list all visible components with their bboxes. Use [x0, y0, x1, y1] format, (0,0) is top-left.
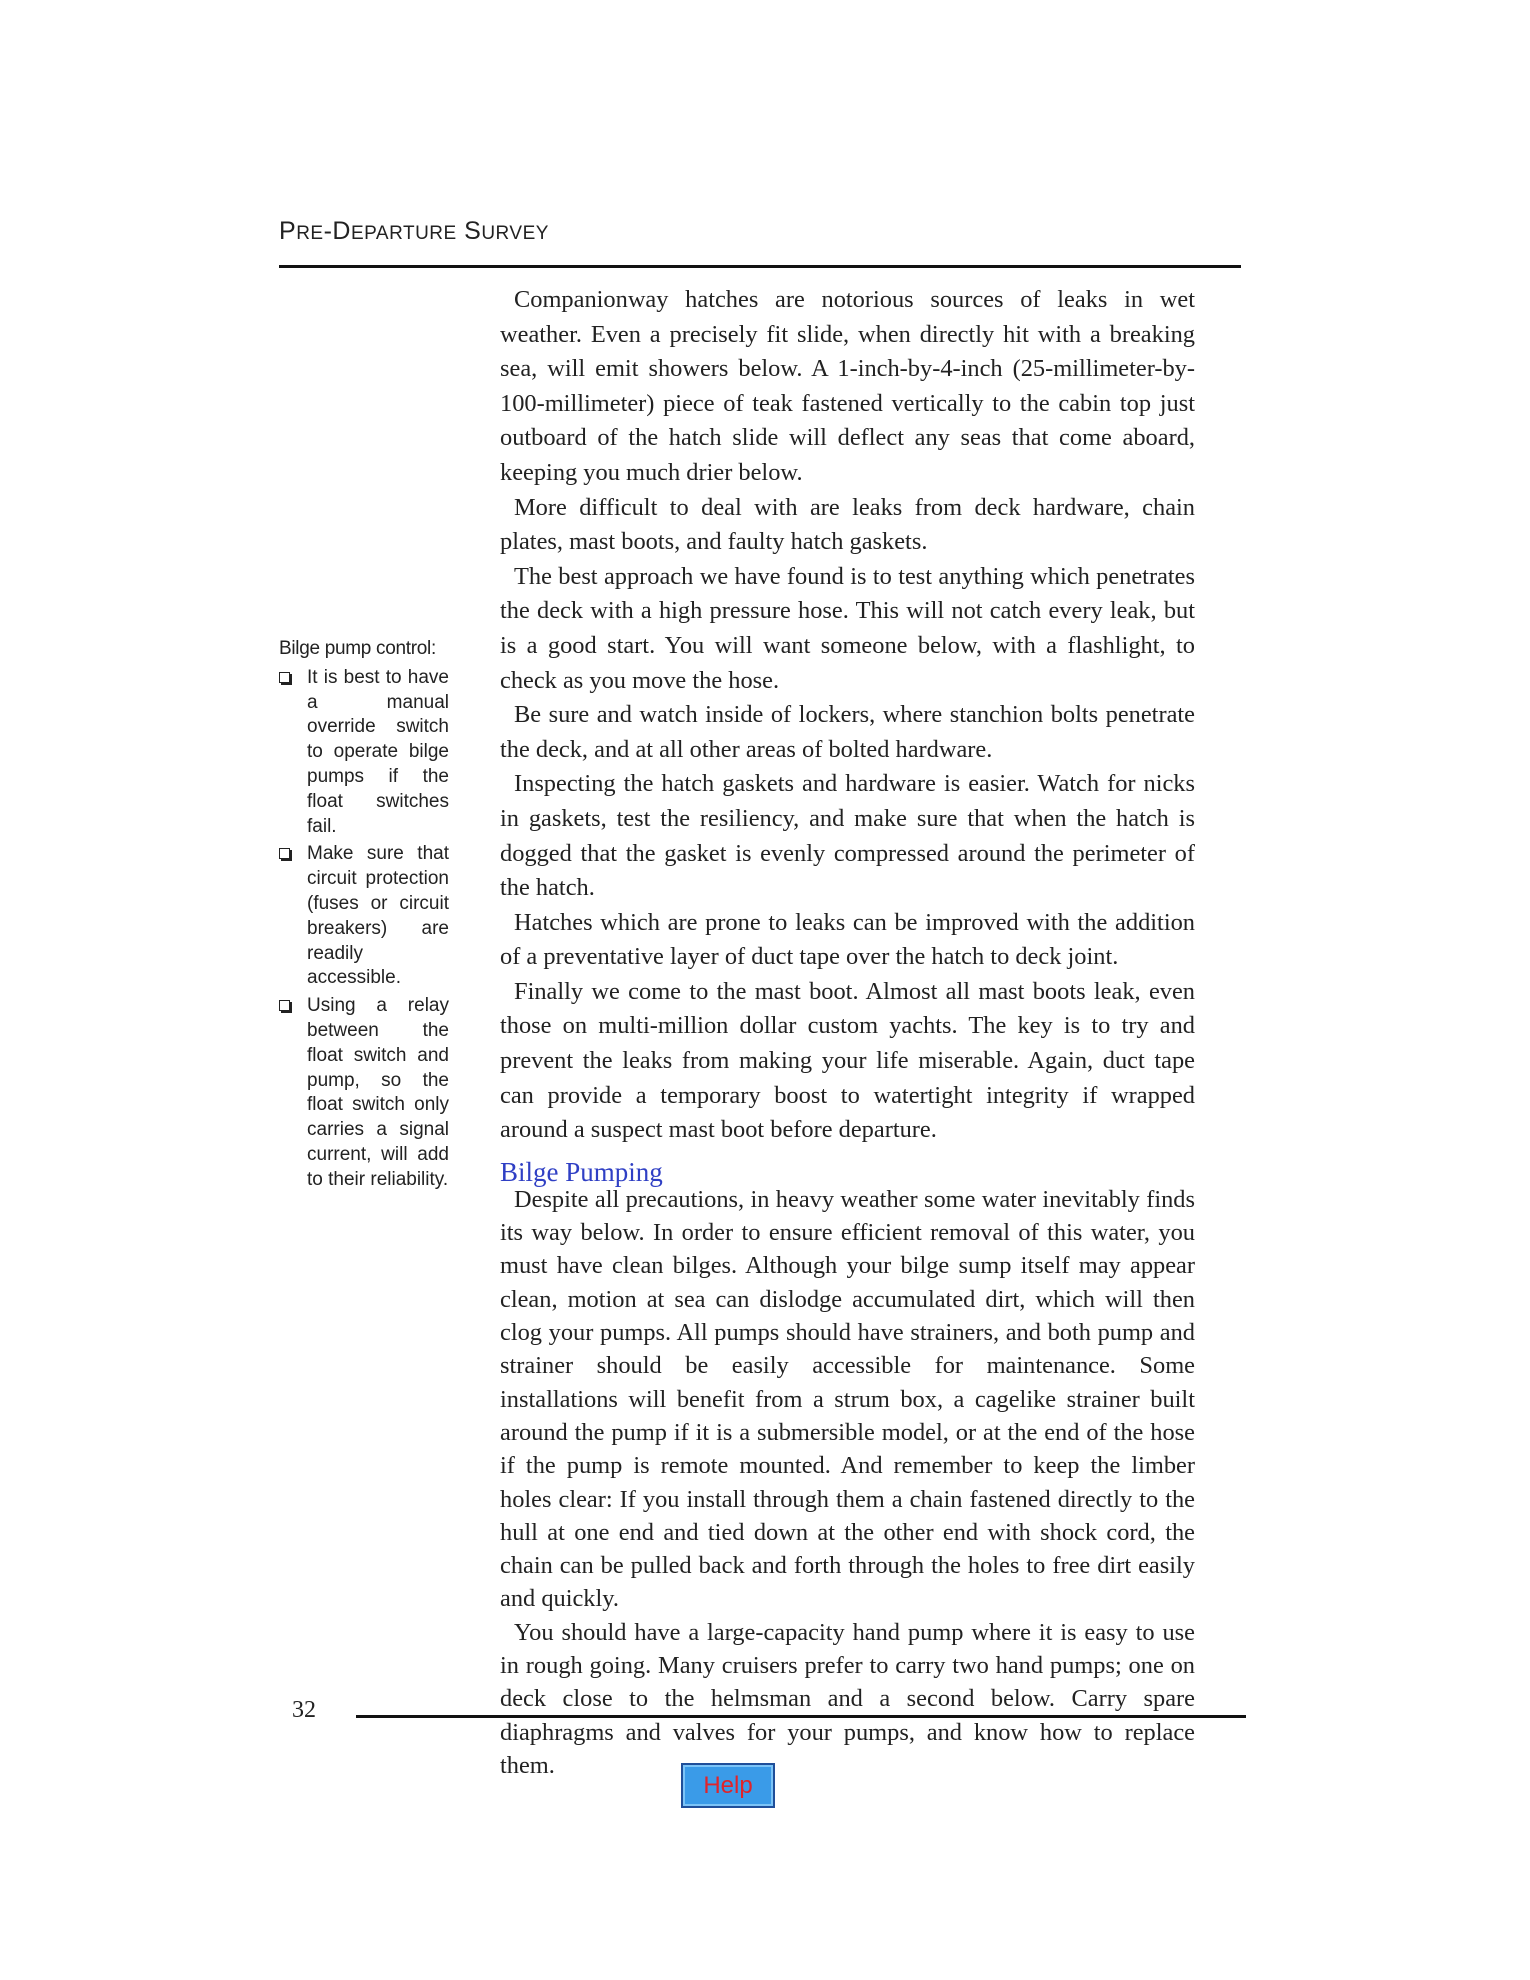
body-paragraph: Despite all precautions, in heavy weather some water inevitably finds its way below. In order to ensure efficient removal of this water, you must have clean bilges. Although your bilge sump itself may appear clean, motion at sea can dislodge accumulated dirt, which will then clog your pumps. All pumps should have strainers, and both pump and strainer should be easily accessible for maintenance. Some installations will benefit from a strum box, a cagelike strainer built around the pump if it is a submersible model, or at the end of the hose if the pump is remote mounted. And remember to keep the limber holes clear: If you install through them a chain fastened directly to the hull at one end and tied down at the other end with shock cord, the chain can be pulled back and forth through the holes to free dirt easily and quickly. — [500, 1185, 1195, 1613]
sidebar-item-text: It is best to have a manual override switch to operate bilge pumps if the float switches fail. — [307, 666, 449, 837]
body-paragraph: Inspecting the hatch gaskets and hardware is easier. Watch for nicks in gaskets, test the resiliency, and make sure that when the hatch is dogged that the gasket is evenly compressed around the perimeter of the hatch. — [500, 770, 1195, 902]
page-number: 32 — [292, 1697, 316, 1723]
running-head — [279, 217, 549, 246]
running-head-part: S — [456, 217, 482, 245]
sidebar-list-item — [279, 994, 449, 1192]
footer-rule — [356, 1715, 1246, 1718]
hollow-square-bullet-icon — [279, 672, 290, 683]
body-paragraph: Hatches which are prone to leaks can be improved with the addition of a preventative layer of duct tape over the hatch to deck joint. — [500, 908, 1195, 971]
sidebar-list — [279, 666, 449, 1193]
body-paragraph: Companionway hatches are notorious sources of leaks in wet weather. Even a precisely fit slide, when directly hit with a breaking sea, will emit showers below. A 1-inch-by-4-inch (25-millimeter-by-100-millimeter) piece of teak fastened vertically to the cabin top just outboard of the hatch slide will deflect any seas that come aboard, keeping you much drier below. — [500, 286, 1195, 486]
sidebar-item-text: Make sure that circuit protection (fuses or circuit breakers) are readily accessible. — [307, 843, 449, 989]
sidebar-list-item — [279, 842, 449, 991]
body-paragraph: Finally we come to the mast boot. Almost all mast boots leak, even those on multi-million dollar custom yachts. The key is to try and prevent the leaks from making your life miserable. Again, duct tape can provide a temporary boost to watertight integrity if wrapped around a suspect mast boot before departure. — [500, 977, 1195, 1144]
help-button[interactable]: Help — [681, 1763, 775, 1808]
running-head-part: URVEY — [481, 223, 549, 244]
sidebar-title: Bilge pump control: — [279, 638, 436, 659]
running-head-part: P — [279, 217, 297, 245]
sidebar-item-text: Using a relay between the float switch and pump, so the float switch only carries a signal current, will add to their reliability. — [307, 995, 449, 1190]
running-head-part: -D — [323, 217, 351, 245]
header-rule — [279, 265, 1241, 268]
sidebar-note — [279, 637, 449, 1196]
body-paragraph: The best approach we have found is to test anything which penetrates the deck with a high pressure hose. This will not catch every leak, but is a good start. You will want someone below, with a flashlight, to check as you move the hose. — [500, 562, 1195, 694]
running-head-part: EPARTURE — [350, 223, 457, 244]
body-paragraph: Be sure and watch inside of lockers, where stanchion bolts penetrate the deck, and at all other areas of bolted hardware. — [500, 701, 1195, 763]
running-head-part: RE — [296, 223, 324, 244]
body-paragraph: You should have a large-capacity hand pump where it is easy to use in rough going. Many cruisers prefer to carry two hand pumps; one on deck close to the helmsman and a second below. Carry spare diaphragms and valves for your pumps, and know how to replace them. — [500, 1618, 1195, 1779]
body-paragraph: More difficult to deal with are leaks from deck hardware, chain plates, mast boots, and faulty hatch gaskets. — [500, 493, 1195, 556]
sidebar-list-item — [279, 666, 449, 840]
section-heading: Bilge Pumping — [500, 1156, 663, 1187]
main-text-column — [500, 283, 1195, 1782]
hollow-square-bullet-icon — [279, 1000, 290, 1011]
hollow-square-bullet-icon — [279, 848, 290, 859]
